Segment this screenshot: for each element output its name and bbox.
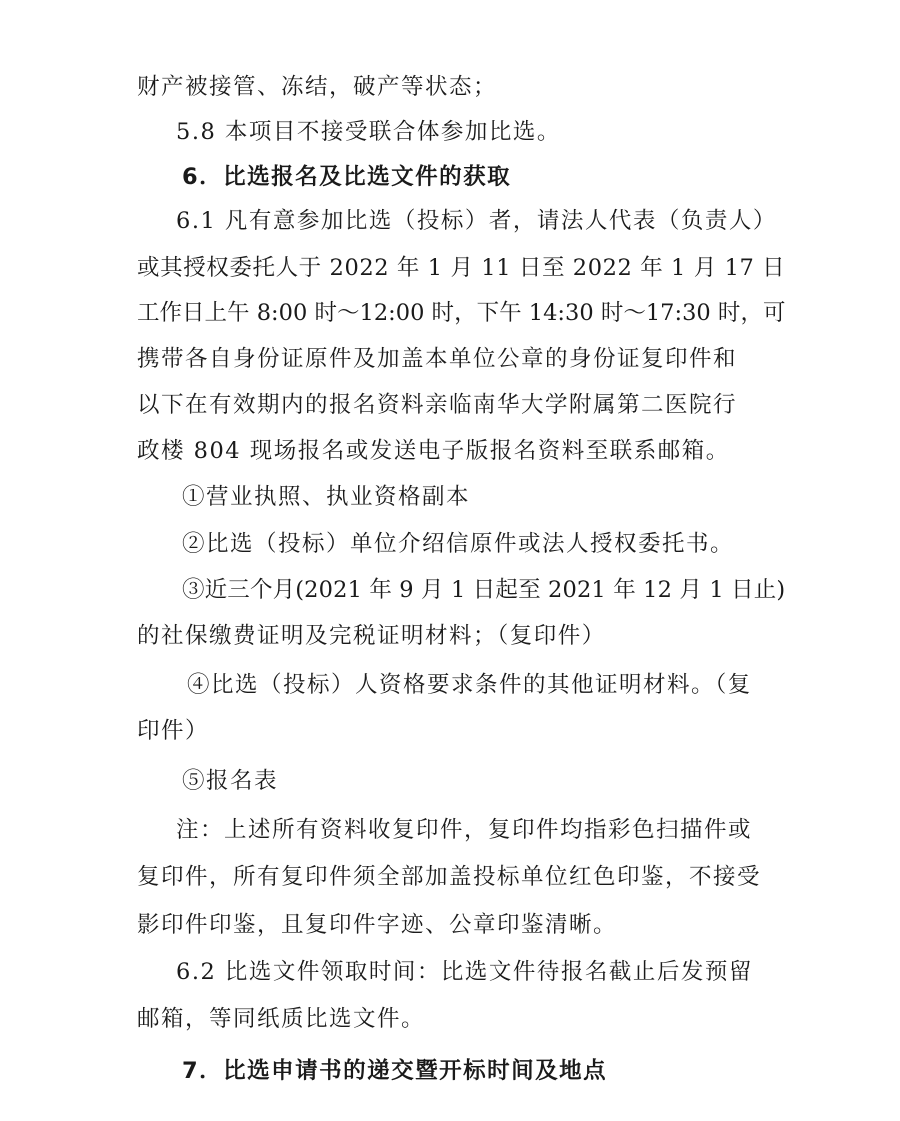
list-item: ④比选（投标）人资格要求条件的其他证明材料。（复 <box>187 672 752 698</box>
list-item: ③近三个月(2021 年 9 月 1 日起至 2021 年 12 月 1 日止) <box>182 577 786 603</box>
text-line: 财产被接管、冻结，破产等状态； <box>137 74 498 100</box>
list-item: ⑤报名表 <box>182 768 279 794</box>
list-item: ①营业执照、执业资格副本 <box>182 484 471 510</box>
text-line: 政楼 804 现场报名或发送电子版报名资料至联系邮箱。 <box>137 438 730 464</box>
section-heading: 7．比选申请书的递交暨开标时间及地点 <box>182 1058 608 1084</box>
text-line: 邮箱，等同纸质比选文件。 <box>137 1006 426 1032</box>
text-line: 或其授权委托人于 2022 年 1 月 11 日至 2022 年 1 月 17 日 <box>137 255 786 281</box>
list-item: ②比选（投标）单位介绍信原件或法人授权委托书。 <box>182 531 735 557</box>
text-line: 6.1 凡有意参加比选（投标）者，请法人代表（负责人） <box>176 208 777 234</box>
text-line: 5.8 本项目不接受联合体参加比选。 <box>176 119 561 145</box>
text-line: 以下在有效期内的报名资料亲临南华大学附属第二医院行 <box>137 392 738 418</box>
note-line: 注：上述所有资料收复印件，复印件均指彩色扫描件或 <box>176 817 753 843</box>
text-line: 的社保缴费证明及完税证明材料；（复印件） <box>137 623 606 649</box>
text-line: 携带各自身份证原件及加盖本单位公章的身份证复印件和 <box>137 346 738 372</box>
text-line: 影印件印鉴，且复印件字迹、公章印鉴清晰。 <box>137 912 618 938</box>
section-heading: 6．比选报名及比选文件的获取 <box>182 164 512 190</box>
text-line: 复印件，所有复印件须全部加盖投标单位红色印鉴，不接受 <box>137 864 762 890</box>
text-line: 印件） <box>137 718 210 744</box>
text-line: 6.2 比选文件领取时间：比选文件待报名截止后发预留 <box>176 959 753 985</box>
text-line: 工作日上午 8:00 时～12:00 时，下午 14:30 时～17:30 时，可 <box>137 300 786 326</box>
